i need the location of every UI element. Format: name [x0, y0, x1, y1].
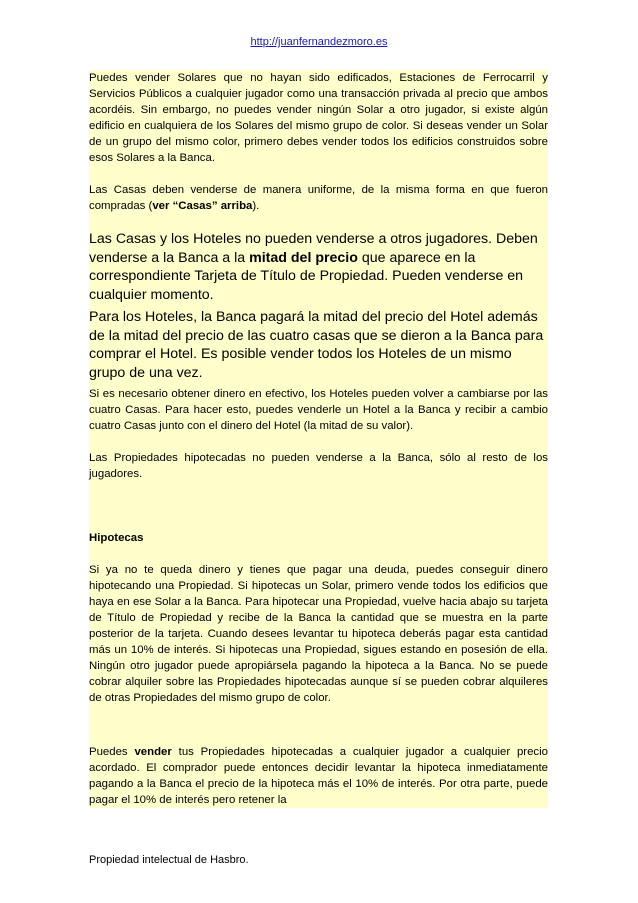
document-body [89, 70, 548, 808]
paragraph-casas-hoteles [89, 230, 548, 304]
paragraph-vender-hipotecadas [89, 744, 548, 808]
section-heading-hipotecas: Hipotecas [89, 532, 144, 544]
header-url-link[interactable]: http://juanfernandezmoro.es [250, 36, 388, 48]
paragraph-casas-hoteles-end: que aparece en la correspondiente Tarjeta de Título de Propiedad. Pueden venderse en cualquier momento. [89, 249, 524, 303]
paragraph-vender-text: Puedes [89, 746, 135, 758]
paragraph-vender-end: tus Propiedades hipotecadas a cualquier jugador a cualquier precio acordado. El comprador puede entonces decidir levantar la hipoteca inmediatamente pagando a la Banca el precio de la hipoteca más el 10% de interés. Por otra parte, puede pagar el 10% de interés pero retener la [89, 746, 548, 806]
paragraph-casas-hoteles-bold: mitad del precio [249, 249, 358, 266]
paragraph-casas-hoteles-text: Las Casas y los Hoteles no pueden venderse a otros jugadores. Deben venderse a la Banca a la [89, 231, 538, 266]
footer-copyright: Propiedad intelectual de Hasbro. [89, 854, 249, 866]
paragraph-solares: Puedes vender Solares que no hayan sido edificados, Estaciones de Ferrocarril y Servicios Públicos a cualquier jugador como una transacción privada al precio que ambos acordéis. Sin embargo, no puedes vender ningún Solar a otro jugador, si existe algún edificio en cualquiera de los Solares del mismo grupo de color. Si deseas vender un Solar de un grupo del mismo color, primero debes vender todos los edificios construidos sobre esos Solares a la Banca. [89, 72, 548, 164]
paragraph-vender-bold: vender [134, 746, 172, 758]
paragraph-efectivo: Si es necesario obtener dinero en efectivo, los Hoteles pueden volver a cambiarse por las cuatro Casas. Para hacer esto, puedes venderle un Hotel a la Banca y recibir a cambio cuatro Casas junto con el dinero del Hotel (la mitad de su valor). [89, 388, 548, 432]
paragraph-hipotecas: Si ya no te queda dinero y tienes que pagar una deuda, puedes conseguir dinero hipotecando una Propiedad. Si hipotecas un Solar, primero vende todos los edificios que haya en ese Solar a la Banca. Para hipotecar una Propiedad, vuelve hacia abajo su tarjeta de Título de Propiedad y recibe de la Banca la cantidad que se muestra en la parte posterior de la tarjeta. Cuando desees levantar tu hipoteca deberás pagar esta cantidad más un 10% de interés. Si hipotecas una Propiedad, sigues estando en posesión de ella. Ningún otro jugador puede apropiársela pagando la hipoteca a la Banca. No se puede cobrar alquiler sobre las Propiedades hipotecadas aunque sí se pueden cobrar alquileres de otras Propiedades del mismo grupo de color. [89, 564, 548, 704]
paragraph-casas [89, 182, 548, 214]
paragraph-hipotecadas: Las Propiedades hipotecadas no pueden venderse a la Banca, sólo al resto de los jugadores. [89, 452, 548, 480]
paragraph-casas-text: Las Casas deben venderse de manera uniforme, de la misma forma en que fueron compradas ( [89, 184, 548, 212]
paragraph-casas-end: ). [252, 200, 260, 212]
paragraph-hoteles: Para los Hoteles, la Banca pagará la mitad del precio del Hotel además de la mitad del precio de las cuatro casas que se dieron a la Banca para comprar el Hotel. Es posible vender todos los Hoteles de un mismo grupo de una vez. [89, 309, 544, 381]
paragraph-casas-bold: ver “Casas” arriba [152, 200, 253, 212]
